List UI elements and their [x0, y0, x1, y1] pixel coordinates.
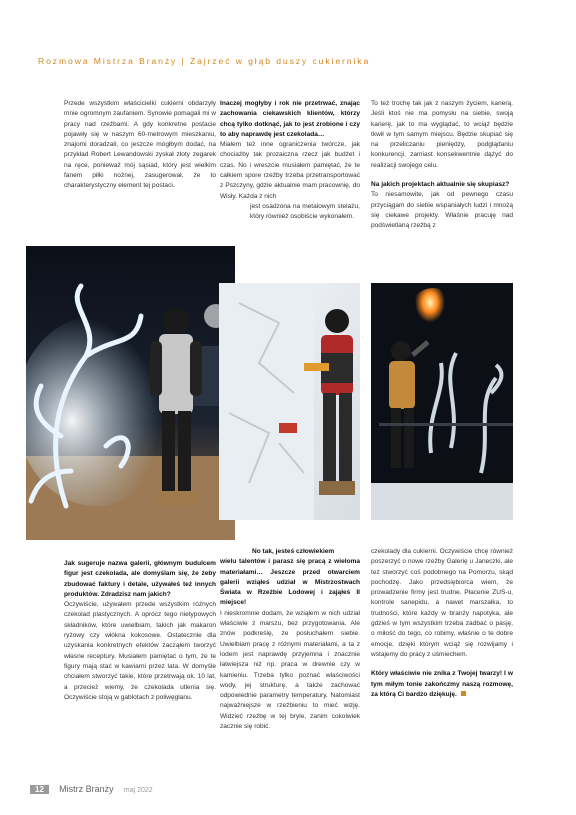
paragraph: To niesamowite, jak od pewnego czasu przyciągam do siebie wspaniałych ludzi i mnożą się ciekawe projekty. Właśnie pracuję nad podświetlaną rzeźbą z: [371, 191, 513, 230]
interview-question-indented: No tak, jesteś człowiekiem: [252, 548, 335, 555]
paragraph: Przede wszystkim właścicielki cukierni obdarzyły mnie ogromnym zaufaniem. Synowie pomagali mi w pracy nad rzeźbami. A gdy konkretne postacie pojawiły się w naszym 60-metrowym mieszkaniu, znajomi doradzali, co jeszcze mógłbym dodać, na przykład Robert Lewandowski zyskał złoty zegarek na ręce, ponieważ mój sąsiad, który jest wielkim fanem piłki nożnej, zasugerował, że to charakterystyczny element tej postaci.: [64, 100, 216, 190]
header-separator: |: [181, 56, 186, 66]
page-footer: [30, 784, 153, 794]
closing-text: Który właściwie nie znika z Twojej twarzy! I w tym miłym tonie zakończmy naszą rozmowę, za którą Ci bardzo dziękuję.: [371, 670, 513, 698]
column-2-top: [220, 99, 360, 223]
interview-question: Jak sugeruje nazwa galerii, głównym budulcem figur jest czekolada, ale domyślam się, że żeby zbudować faktury i detale, używałeś też innych produktów. Zdradzisz nam jakich?: [64, 560, 216, 598]
photo-ice-sculpture-night-image: [26, 246, 235, 540]
paragraph: Oczywiście, używałem przede wszystkim różnych czekolad plastycznych. A oprócz tego nietypowych składników, które uwielbiam, takich jak makaron ryżowy czy włókna kokosowe. Ostatecznie dla uzyskania konkretnych efektów zacząłem tworzyć własne receptury. Musiałem pamiętać o tym, że te figury mają stać w kawiarni przez lata. W domyśle chciałem stworzyć takie, które przetrwają ok. 10 lat, a przecież wiemy, że czekolada utlenia się. Oczywiście stoją w gablotach z poliwęglanu.: [64, 601, 216, 701]
photo-ice-sculpture-night: [26, 246, 235, 540]
photo-ice-carving-image: [219, 283, 360, 520]
paragraph: czekolady dla cukierni. Oczywiście chcę również poszerzyć o nowe rzeźby Galerię u Janeczki, ale też stworzyć coś podobnego na Pomorzu, skąd pochodzę. Jako przedsiębiorca wiem, że prowadzenie firmy jest trudne. Płacenie ZUS-u, kontrole sanepidu, a nawet marszałka, to trudności, które każdy w branży napotyka, ale gdzieś w tym wszystkim trzeba zadbać o pasję, o miłość do tego, co robimy, właśnie o te dobre emocje, dzięki którym wciąż się rozwijamy i wstajemy do pracy z uśmiechem.: [371, 548, 513, 658]
column-1-top: [64, 99, 216, 192]
paragraph: Miałem też inne ograniczenia twórcze, jak chociażby tak prozaiczna rzecz jak budżet i czas. No i wreszcie musiałem pamiętać, że te całkiem spore rzeźby trzeba przetransportować z Pszczyny, gdzie aktualnie mam pracownię, do Wisły. Każda z nich: [220, 141, 360, 200]
column-3-top: [371, 99, 513, 232]
interview-question: wielu talentów i parasz się pracą z wieloma materiałami… Jeszcze przed otwarciem galerii wziąłeś udział w Mistrzostwach Świata w Rzeźbie Lodowej i zająłeś II miejsce!: [220, 558, 360, 607]
column-2-bottom: [220, 547, 360, 732]
photo-ice-torch-night: [371, 283, 513, 520]
interview-question: Na jakich projektach aktualnie się skupiasz?: [371, 181, 510, 189]
issue-date: maj 2022: [123, 787, 153, 794]
magazine-name: Mistrz Branży: [59, 784, 114, 794]
running-header: [38, 56, 370, 66]
header-section: Rozmowa Mistrza Branży: [38, 56, 178, 66]
page-number: 12: [30, 785, 49, 794]
column-1-bottom: [64, 559, 216, 703]
paragraph: I nieskromnie dodam, że wziąłem w nich udział właściwie z marszu, bez przygotowania. Ale znów podkreślę, że posłuchałem siebie. Uwielbiam pracę z różnymi materiałami, a ta z lodem jest naprawdę przyjemna i znacznie łatwiejsza niż np. praca w drewnie czy w kamieniu. Trzeba tylko poznać właściwości wody, jej strukturę, a także zachować odpowiednie parametry temperatury. Natomiast najważniejsze w rzeźbieniu to mieć wizję. Widzieć rzeźbę w tej bryle, zanim cokolwiek zacznie się robić.: [220, 609, 360, 731]
paragraph: To też trochę tak jak z naszym życiem, karierą. Jeśli ktoś nie ma pomysłu na siebie, swoją karierę, jak to ma wyglądać, to wciąż będzie tkwił w tym samym miejscu. Będzie skupiać się na przeliczaniu pieniędzy, podglądaniu konkurencji, zamiast konsekwentnie dążyć do realizacji swojego celu.: [371, 100, 513, 169]
paragraph-indented: jest osadzona na metalowym stelażu, który również osobiście wykonałem.: [250, 202, 360, 221]
end-mark-icon: [461, 691, 466, 696]
column-3-bottom: [371, 547, 513, 700]
closing-question: [371, 669, 513, 700]
header-title: Zajrzeć w głąb duszy cukiernika: [189, 56, 371, 66]
photo-ice-torch-night-image: [371, 283, 513, 520]
photo-ice-carving: [219, 283, 360, 520]
interview-question: Inaczej mogłyby i rok nie przetrwać, znając zachowania ciekawskich klientów, którzy chcą tylko dotknąć, jak to jest zrobione i czy to aby naprawdę jest czekolada…: [220, 100, 360, 138]
